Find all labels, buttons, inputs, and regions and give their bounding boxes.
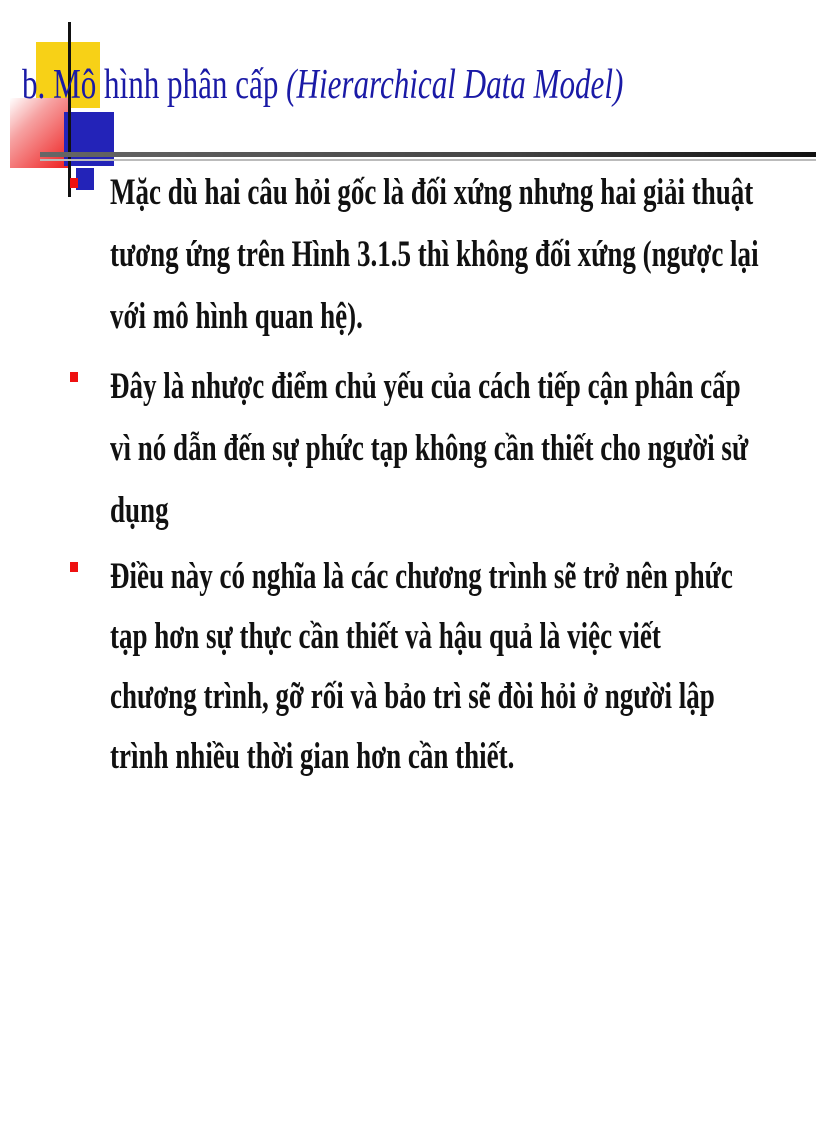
bullet-line: Mặc dù hai câu hỏi gốc là đối xứng nhưng hai giải thuật [110,172,754,213]
bullet-line: chương trình, gỡ rối và bảo trì sẽ đòi hỏi ở người lập [110,676,715,717]
slide-title [22,53,623,117]
bullet-line: trình nhiều thời gian hơn cần thiết. [110,736,515,777]
decor-blue-square [64,112,114,166]
bullet-line: Đây là nhược điểm chủ yếu của cách tiếp cận phân cấp [110,366,741,407]
decor-blue-small-square [76,168,94,190]
slide-title-subtitle: (Hierarchical Data Model) [286,62,624,108]
title-underline-shadow [40,159,816,161]
bullet-marker [70,178,78,188]
bullet-line: dụng [110,490,169,531]
bullet-line: tạp hơn sự thực cần thiết và hậu quả là việc viết [110,616,661,657]
bullet-line: Điều này có nghĩa là các chương trình sẽ trở nên phức [110,556,733,597]
slide-title-main: b. Mô hình phân cấp [22,62,287,108]
bullet-marker [70,372,78,382]
bullet-line: tương ứng trên Hình 3.1.5 thì không đối xứng (ngược lại [110,234,759,275]
bullet-line: vì nó dẫn đến sự phức tạp không cần thiết cho người sử [110,428,749,469]
title-underline-bar [40,152,816,157]
bullet-line: với mô hình quan hệ). [110,296,363,337]
bullet-marker [70,562,78,572]
